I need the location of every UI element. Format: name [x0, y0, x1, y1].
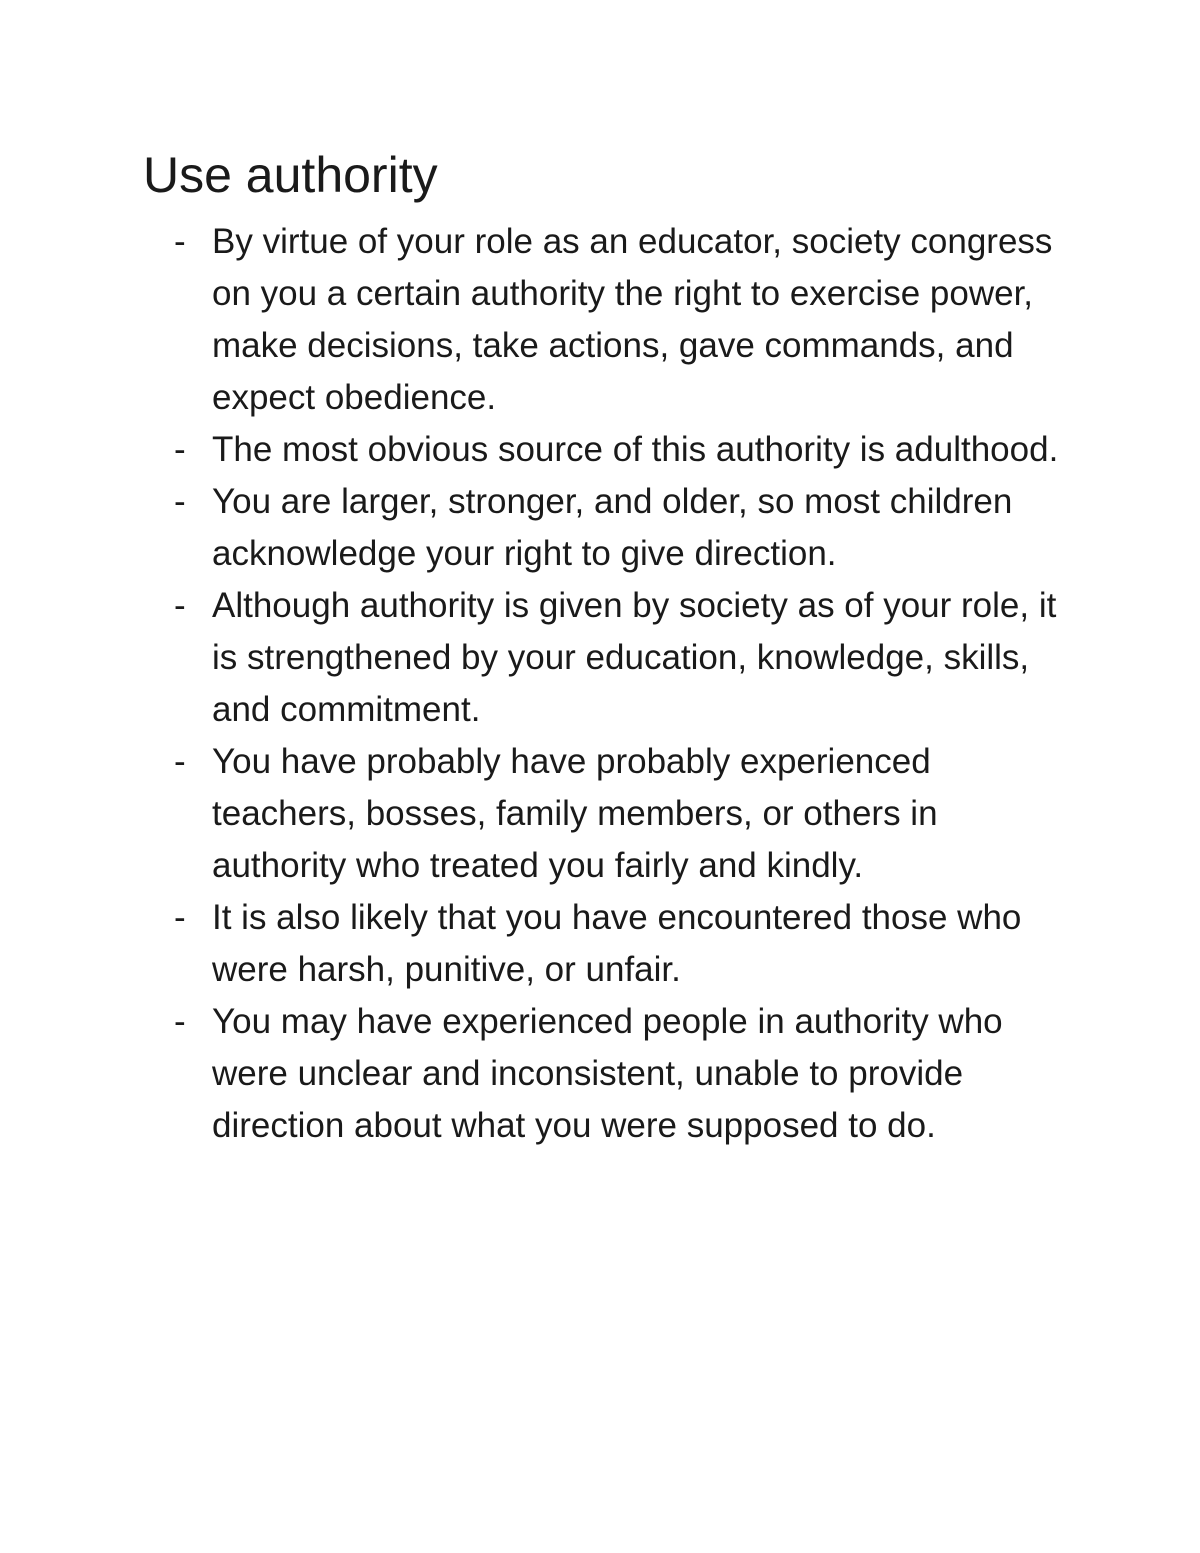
page-title: Use authority: [143, 147, 438, 203]
list-item-text: By virtue of your role as an educator, society congress on you a certain authority the right to exercise power, make decisions, take actions, gave commands, and expect obedience.: [212, 222, 1053, 417]
bullet-list: [174, 216, 1074, 1152]
list-item-text: Although authority is given by society as of your role, it is strengthened by your education, knowledge, skills, and commitment.: [212, 586, 1057, 729]
list-item: [174, 424, 1074, 476]
bullet-marker: -: [174, 430, 186, 469]
bullet-marker: -: [174, 482, 186, 521]
list-item-text: You are larger, stronger, and older, so most children acknowledge your right to give direction.: [212, 482, 1013, 573]
list-item-text: It is also likely that you have encountered those who were harsh, punitive, or unfair.: [212, 898, 1022, 989]
list-item: [174, 892, 1074, 996]
list-item-text: The most obvious source of this authority is adulthood.: [212, 430, 1059, 469]
list-item: [174, 996, 1074, 1152]
list-item-text: You have probably have probably experienced teachers, bosses, family members, or others in authority who treated you fairly and kindly.: [212, 742, 938, 885]
list-item: [174, 476, 1074, 580]
list-item: [174, 216, 1074, 424]
bullet-marker: -: [174, 586, 186, 625]
bullet-marker: -: [174, 222, 186, 261]
list-item: [174, 580, 1074, 736]
bullet-marker: -: [174, 898, 186, 937]
bullet-marker: -: [174, 1002, 186, 1041]
list-item: [174, 736, 1074, 892]
list-item-text: You may have experienced people in authority who were unclear and inconsistent, unable to provide direction about what you were supposed to do.: [212, 1002, 1003, 1145]
bullet-marker: -: [174, 742, 186, 781]
